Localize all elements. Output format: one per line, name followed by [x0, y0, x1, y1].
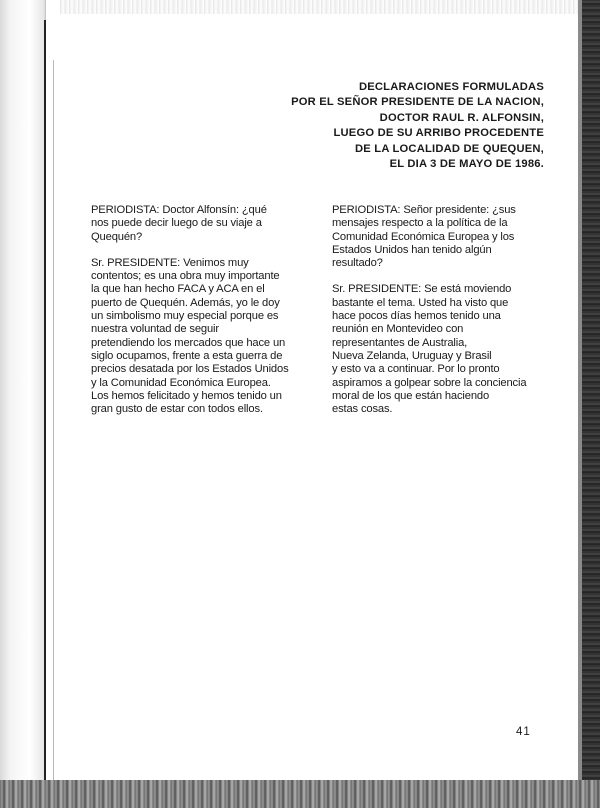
left-column: [91, 204, 301, 429]
text-line: Nueva Zelanda, Uruguay y Brasil: [332, 349, 492, 362]
text-line: contentos; es una obra muy importante: [91, 270, 280, 283]
text-line: puerto de Quequén. Además, yo le doy: [91, 296, 280, 309]
text-line: Quequén?: [91, 230, 143, 243]
text-line: nuestra voluntad de seguir: [91, 323, 219, 336]
title-line: POR EL SEÑOR PRESIDENTE DE LA NACION,: [291, 96, 544, 109]
text-line: pretendiendo los mercados que hace un: [91, 336, 286, 349]
text-line: representantes de Australia,: [332, 336, 468, 349]
text-line: Sr. PRESIDENTE: Se está moviendo: [332, 283, 512, 296]
text-line: bastante el tema. Usted ha visto que: [332, 296, 509, 309]
text-line: Comunidad Económica Europea y los: [332, 230, 515, 243]
journalist-question-2: [332, 204, 552, 270]
right-column: [332, 204, 552, 429]
text-line: PERIODISTA: Doctor Alfonsín: ¿qué: [91, 204, 267, 216]
text-line: Los hemos felicitado y hemos tenido un: [91, 389, 282, 402]
title-line: LUEGO DE SU ARRIBO PROCEDENTE: [333, 127, 544, 140]
scan-binding-edge: [0, 0, 46, 808]
binding-line: [44, 20, 46, 790]
text-line: mensajes respecto a la política de la: [332, 217, 508, 230]
text-line: un simbolismo muy especial porque es: [91, 310, 279, 323]
text-line: nos puede decir luego de su viaje a: [91, 217, 262, 230]
text-line: Sr. PRESIDENTE: Venimos muy: [91, 256, 249, 269]
text-line: reunión en Montevideo con: [332, 323, 464, 336]
title-line: DOCTOR RAUL R. ALFONSIN,: [379, 111, 544, 124]
title-line: EL DIA 3 DE MAYO DE 1986.: [389, 158, 544, 171]
text-line: estas cosas.: [332, 403, 393, 416]
text-line: siglo ocupamos, frente a esta guerra de: [91, 349, 283, 362]
text-line: PERIODISTA: Señor presidente: ¿sus: [332, 204, 516, 216]
text-line: y esto va a continuar. Por lo pronto: [332, 363, 500, 376]
binding-shadow-line: [53, 60, 54, 790]
text-line: moral de los que están haciendo: [332, 389, 490, 402]
text-line: hace pocos días hemos tenido una: [332, 310, 501, 323]
journalist-question-1: [91, 204, 301, 244]
title-line: DE LA LOCALIDAD DE QUEQUEN,: [355, 142, 544, 155]
president-answer-2: [332, 283, 552, 416]
text-line: resultado?: [332, 257, 383, 270]
text-line: y la Comunidad Económica Europea.: [91, 376, 271, 389]
president-answer-1: [91, 257, 301, 417]
text-line: gran gusto de estar con todos ellos.: [91, 403, 263, 416]
text-line: la que han hecho FACA y ACA en el: [91, 283, 265, 296]
text-line: precios desatada por los Estados Unidos: [91, 363, 289, 376]
scan-bottom-edge: [0, 780, 600, 808]
text-line: Estados Unidos han tenido algún: [332, 243, 492, 256]
title-line: DECLARACIONES FORMULADAS: [358, 81, 544, 93]
scan-right-edge: [582, 0, 600, 808]
page-number: 41: [516, 726, 531, 738]
scan-top-noise: [60, 0, 580, 14]
document-title: [291, 80, 544, 172]
text-line: aspiramos a golpear sobre la conciencia: [332, 376, 527, 389]
